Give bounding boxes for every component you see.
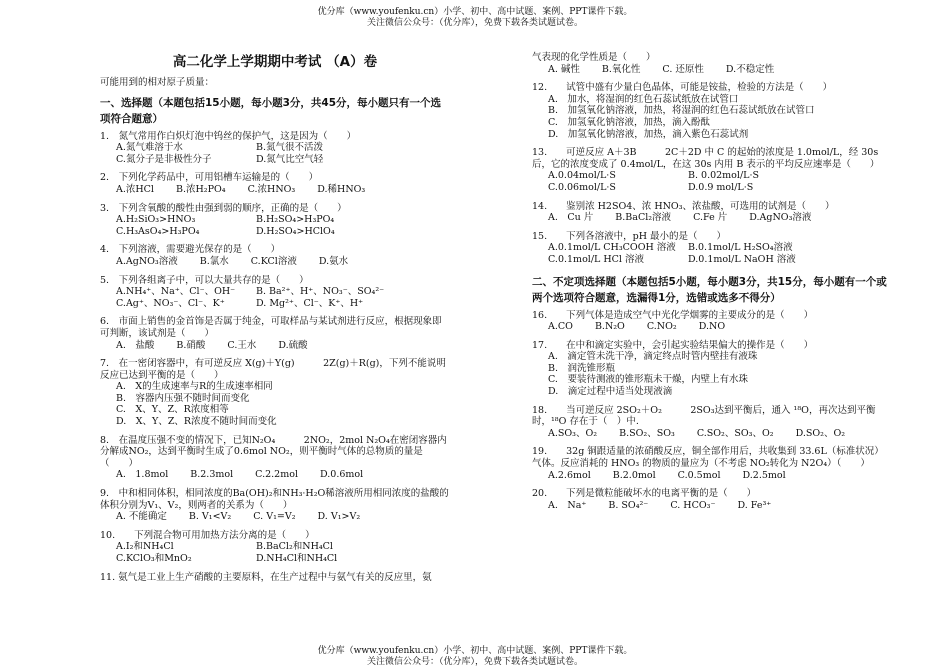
answer-option: D.硫酸 — [278, 339, 308, 351]
answer-option: C.浓HNO₃ — [247, 183, 296, 195]
option-group — [100, 256, 450, 268]
question-stem: 18. 当可逆反应 2SO₂＋O₂ 2SO₃达到平衡后，通入 ¹⁸O，再次达到平衡时，¹⁸O 存在于（ ）中. — [532, 404, 876, 428]
answer-option: C.NO₂ — [646, 321, 677, 333]
option-group — [100, 286, 450, 309]
question — [532, 405, 892, 440]
answer-option: D.2.5mol — [742, 469, 786, 481]
answer-option: C. X、Y、Z、R浓度相等 — [116, 404, 229, 416]
option-group — [532, 170, 892, 193]
answer-option: B.氧化性 — [601, 63, 641, 75]
answer-option: A. Na⁺ — [548, 499, 587, 511]
question — [100, 316, 450, 351]
question-stem: 4. 下列溶液，需要避光保存的是（ ） — [100, 244, 281, 256]
option-group — [532, 321, 892, 333]
answer-option: B.BaCl₂溶液 — [615, 212, 672, 224]
answer-option: B. Ba²⁺、H⁺、NO₃⁻、SO₄²⁻ — [256, 286, 385, 298]
question-stem: 10. 下列混合物可用加热方法分离的是（ ） — [100, 529, 315, 541]
answer-option: A. 1.8mol — [116, 469, 169, 481]
answer-option: D.0.9 mol/L·S — [688, 181, 754, 193]
question-stem: 5. 下列各组离子中，可以大量共存的是（ ） — [100, 274, 309, 286]
question — [532, 82, 892, 140]
answer-option: B. 加氢氧化钠溶液，加热，将湿润的红色石蕊试纸放在试管口 — [548, 105, 815, 117]
question — [532, 231, 892, 266]
answer-option: B.2.0mol — [612, 469, 656, 481]
answer-option: A. 滴定管未洗干净，滴定终点时管内壁挂有液珠 — [548, 351, 758, 363]
option-group — [100, 381, 450, 427]
answer-option: A. Cu 片 — [548, 212, 594, 224]
answer-option: D.不稳定性 — [725, 63, 775, 75]
question — [100, 244, 450, 267]
option-group — [532, 351, 892, 397]
answer-option: C. 要装待测液的锥形瓶未干燥，内壁上有水珠 — [548, 374, 748, 386]
answer-option: B. 容器内压强不随时间而变化 — [116, 392, 250, 404]
question — [100, 172, 450, 195]
question — [100, 572, 450, 584]
question — [100, 530, 450, 565]
answer-option: A.SO₃、O₂ — [548, 427, 598, 439]
answer-option: B.BaCl₂和NH₄Cl — [256, 541, 333, 553]
answer-option: C. V₁=V₂ — [253, 511, 296, 523]
footer-line-1: 优分库（www.youfenku.cn）小学、初中、高中试题、案例、PPT课件下载。 — [317, 646, 633, 656]
answer-option: D. 加氢氧化钠溶液，加热，滴入紫色石蕊试剂 — [548, 128, 749, 140]
answer-option: A.0.04mol/L·S — [548, 170, 616, 182]
answer-option: D.AgNO₃溶液 — [749, 212, 812, 224]
answer-option: D.0.6mol — [319, 469, 364, 481]
answer-option: C.KCl溶液 — [250, 255, 297, 267]
option-group — [532, 470, 892, 482]
answer-option: B. V₁<V₂ — [188, 511, 232, 523]
answer-option: C.SO₂、SO₃、O₂ — [696, 427, 774, 439]
option-group — [100, 541, 450, 564]
question — [532, 446, 892, 481]
question-stem: 13. 可逆反应 A＋3B 2C＋2D 中 C 的起始的浓度是 1.0mol/L，经 30s 后，它的浓度变成了 0.4mol/L，在这 30s 内用 B 表示的平均反应速率是（ ） — [532, 147, 880, 170]
question — [100, 131, 450, 166]
question-stem: 6. 市面上销售的金首饰是否属于纯金，可取样品与某试剂进行反应，根据现象即可判断，该试剂是（ ） — [100, 316, 442, 339]
answer-option: B.浓H₂PO₄ — [175, 183, 226, 195]
answer-option: D.H₂SO₄>HClO₄ — [256, 225, 335, 237]
question-stem: 20. 下列是微粒能破坏水的电离平衡的是（ ） — [532, 488, 757, 500]
answer-option: A.AgNO₃溶液 — [116, 255, 178, 267]
answer-option: D.0.1mol/L NaOH 溶液 — [688, 253, 796, 265]
header-line-2: 关注微信公众号：（优分库），免费下载各类试题试卷。 — [366, 18, 583, 28]
answer-option: C. 加氢氧化钠溶液，加热，滴入酚酞 — [548, 116, 710, 128]
answer-option: C.0.1mol/L HCl 溶液 — [548, 253, 644, 265]
question-stem: 3. 下列含氧酸的酸性由强到弱的顺序，正确的是（ ） — [100, 202, 347, 214]
option-group — [532, 94, 892, 140]
answer-option: B.SO₂、SO₃ — [619, 427, 675, 439]
question-stem: 15. 下列各溶液中，pH 最小的是（ ） — [532, 230, 726, 242]
atomic-mass-label: 可能用到的相对原子质量： — [100, 77, 215, 88]
answer-option: B.氮气很不活泼 — [256, 142, 324, 154]
answer-option: D. Mg²⁺、Cl⁻、K⁺、H⁺ — [256, 297, 364, 309]
question — [100, 275, 450, 310]
question-stem: 14. 鉴别浓 H2SO4、浓 HNO₃、浓盐酸，可选用的试剂是（ ） — [532, 200, 835, 212]
answer-option: A. 碱性 — [548, 63, 580, 75]
question-stem: 19. 32g 铜跟适量的浓硝酸反应，铜全部作用后，共收集到 33.6L（标准状况）气体。反应消耗的 HNO₃ 的物质的量应为（不考虑 NO₂转化为 N2O₄）（ ） — [532, 446, 884, 470]
header-line-1: 优分库（www.youfenku.cn）小学、初中、高中试题、案例、PPT课件下载。 — [317, 7, 633, 17]
question-stem: 8. 在温度压强不变的情况下，已知N₂O₄ 2NO₂，2mol N₂O₄在密闭容器内分解成NO₂，达到平衡时生成了0.6mol NO₂，则平衡时气体的总物质的量是（ ） — [100, 434, 447, 469]
answer-option: A.氮气难溶于水 — [116, 142, 183, 154]
answer-option: D.氨水 — [318, 255, 349, 267]
answer-option: D.NH₄Cl和NH₄Cl — [256, 553, 338, 564]
answer-option: D. V₁>V₂ — [317, 511, 361, 523]
question — [532, 52, 892, 75]
question-stem: 1. 氮气常用作白炽灯泡中钨丝的保护气，这是因为（ ） — [100, 130, 357, 142]
answer-option: A.2.6mol — [548, 469, 591, 481]
option-group — [100, 184, 450, 196]
question-stem: 12. 试管中盛有少量白色晶体，可能是铵盐，检验的方法是（ ） — [532, 82, 833, 94]
page-header — [0, 7, 950, 29]
option-group — [100, 142, 450, 165]
option-group — [100, 340, 450, 352]
section-1-heading: 一、选择题（本题包括15小题，每小题3分，共45分，每小题只有一个选项符合题意） — [100, 96, 442, 125]
answer-option: C.0.5mol — [677, 469, 721, 481]
page-footer — [0, 646, 950, 668]
option-group — [532, 242, 892, 265]
right-question-list — [532, 52, 892, 266]
question-stem: 9. 中和相同体积，相同浓度的Ba(OH)₂和NH₃·H₂O稀溶液所用相同浓度的盐酸的体积分别为V₁、V₂，则两者的关系为（ ） — [100, 488, 449, 511]
right-question-list-2 — [532, 310, 892, 512]
option-group — [532, 500, 892, 512]
option-group — [532, 64, 892, 76]
answer-option: D. 滴定过程中适当处现液滴 — [548, 386, 673, 398]
question-stem: 11. 氨气是工业上生产硝酸的主要原料，在生产过程中与氨气有关的反应里，氨 — [100, 571, 432, 583]
answer-option: B. SO₄²⁻ — [608, 499, 649, 511]
question-stem: 2. 下列化学药品中，可用铝槽车运输是的（ ） — [100, 172, 319, 184]
answer-option: A.CO — [548, 321, 573, 333]
question — [532, 310, 892, 333]
answer-option: C. HCO₃⁻ — [670, 499, 716, 511]
answer-option: A.H₂SiO₃>HNO₃ — [116, 214, 196, 226]
question-stem: 气表现的化学性质是（ ） — [532, 52, 656, 63]
question — [100, 435, 450, 481]
answer-option: A. 加水，将湿润的红色石蕊试纸放在试管口 — [548, 93, 739, 105]
answer-option: A.0.1mol/L CH₃COOH 溶液 — [548, 242, 676, 254]
answer-option: A. 不能确定 — [116, 511, 167, 523]
answer-option: C. 还原性 — [662, 63, 704, 75]
exam-title: 高二化学上学期期中考试 （A）卷 — [172, 54, 378, 70]
answer-option: B. 润洗锥形瓶 — [548, 362, 616, 374]
answer-option: D. X、Y、Z、R浓度不随时间而变化 — [116, 416, 277, 428]
question — [100, 488, 450, 523]
answer-option: B. 0.02mol/L·S — [688, 170, 759, 182]
answer-option: D. Fe³⁺ — [737, 499, 772, 511]
answer-option: A.NH₄⁺、Na⁺、Cl⁻、OH⁻ — [116, 286, 236, 298]
answer-option: C.氮分子是非极性分子 — [116, 153, 212, 165]
left-question-list — [100, 131, 450, 584]
answer-option: B.2.3mol — [190, 469, 234, 481]
left-column — [100, 50, 450, 590]
option-group — [100, 511, 450, 523]
answer-option: A. 盐酸 — [116, 339, 155, 351]
question-stem: 16. 下列气体是造成空气中光化学烟雾的主要成分的是（ ） — [532, 309, 814, 321]
option-group — [100, 214, 450, 237]
answer-option: B.H₂SO₄>H₃PO₄ — [256, 214, 335, 226]
question — [100, 203, 450, 238]
answer-option: A.I₂和NH₄Cl — [116, 541, 174, 553]
answer-option: B.N₂O — [594, 321, 625, 333]
answer-option: C.0.06mol/L·S — [548, 181, 616, 193]
answer-option: D.氮气比空气轻 — [256, 153, 324, 165]
answer-option: D.稀HNO₃ — [317, 183, 366, 195]
answer-option: C.KClO₃和MnO₂ — [116, 553, 192, 564]
question — [532, 488, 892, 511]
answer-option: D.NO — [698, 321, 726, 333]
answer-option: C.王水 — [227, 339, 257, 351]
question — [100, 358, 450, 428]
question-stem: 17. 在中和滴定实验中，会引起实验结果偏大的操作是（ ） — [532, 339, 814, 351]
answer-option: C.Fe 片 — [693, 212, 728, 224]
answer-option: B.氯水 — [199, 255, 229, 267]
answer-option: C.Ag⁺、NO₃⁻、Cl⁻、K⁺ — [116, 297, 225, 309]
answer-option: A. X的生成速率与R的生成速率相同 — [116, 381, 273, 393]
section-2-heading: 二、不定项选择题（本题包括5小题，每小题3分，共15分，每小题有一个或两个选项符合题意，选漏得1分，选错或选多不得分） — [532, 275, 887, 304]
answer-option: B.硝酸 — [176, 339, 206, 351]
question — [532, 340, 892, 398]
question — [532, 147, 892, 193]
answer-option: C.2.2mol — [255, 469, 298, 481]
question-stem: 7. 在一密闭容器中，有可逆反应 X(g)＋Y(g) 2Z(g)＋R(g)，下列不能说明反应已达到平衡的是（ ） — [100, 358, 446, 381]
answer-option: D.SO₂、O₂ — [795, 427, 846, 439]
right-column — [532, 52, 892, 518]
answer-option: B.0.1mol/L H₂SO₄溶液 — [688, 242, 793, 254]
footer-line-2: 关注微信公众号：（优分库），免费下载各类试题试卷。 — [366, 657, 583, 667]
option-group — [100, 469, 450, 481]
option-group — [532, 428, 892, 440]
answer-option: C.H₃AsO₄>H₃PO₄ — [116, 225, 200, 237]
option-group — [532, 212, 892, 224]
answer-option: A.浓HCl — [116, 183, 154, 195]
question — [532, 201, 892, 224]
